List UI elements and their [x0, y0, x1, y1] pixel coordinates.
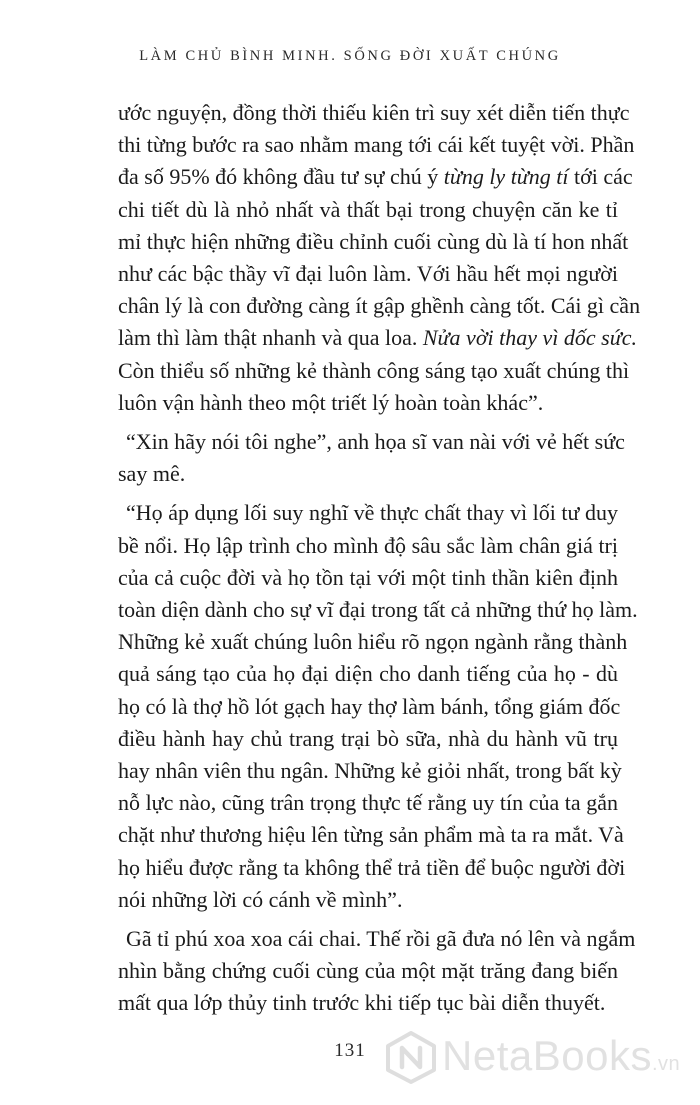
text-line: say mê.	[118, 461, 186, 487]
text-line: nỗ lực nào, cũng trân trọng thực tế rằng uy tín của ta gắn	[118, 790, 618, 816]
paragraph-4	[118, 923, 636, 1020]
text-line: bề nổi. Họ lập trình cho mình độ sâu sắc làm chân giá trị	[118, 532, 618, 558]
text-line: họ hiểu được rằng ta không thể trả tiền để buộc người đời	[118, 854, 626, 880]
text-line: luôn vận hành theo một triết lý hoàn toàn khác”.	[118, 389, 544, 415]
text-line: quả sáng tạo của họ đại diện cho danh tiếng của họ - dù	[118, 661, 618, 687]
text-line: thi từng bước ra sao nhằm mang tới cái kết tuyệt vời. Phần	[118, 132, 635, 158]
paragraph-1	[118, 97, 641, 419]
netabooks-logo-icon	[384, 1030, 438, 1084]
text-line: nói những lời có cánh về mình”.	[118, 886, 403, 912]
paragraph-2	[118, 426, 625, 490]
italic-phrase: Nửa vời thay vì dốc sức.	[422, 325, 638, 351]
text-line: mỉ thực hiện những điều chỉnh cuối cùng dù là tí hon nhất	[118, 228, 629, 254]
watermark	[384, 1026, 696, 1090]
text-line: toàn diện dành cho sự vĩ đại trong tất cả những thứ họ làm.	[118, 597, 638, 623]
text-line: Những kẻ xuất chúng luôn hiểu rõ ngọn ngành rằng thành	[118, 629, 628, 655]
text-line: hay nhân viên thu ngân. Những kẻ giỏi nhất, trong bất kỳ	[118, 758, 622, 784]
text-line: điều hành hay chủ trang trại bò sữa, nhà du hành vũ trụ	[118, 725, 618, 751]
text-line: Còn thiểu số những kẻ thành công sáng tạo xuất chúng thì	[118, 357, 630, 383]
text-line: Gã tỉ phú xoa xoa cái chai. Thế rồi gã đưa nó lên và ngắm	[126, 926, 636, 952]
text-line: như các bậc thầy vĩ đại luôn làm. Với hầu hết mọi người	[118, 261, 618, 287]
text-line: chi tiết dù là nhỏ nhất và thất bại trong chuyện căn ke tỉ	[118, 196, 618, 222]
watermark-brand-name: NetaBooks	[442, 1032, 652, 1079]
italic-phrase: từng ly từng tí	[443, 164, 569, 190]
text-line	[118, 161, 633, 193]
text-run: đa số 95% đó không đầu tư sự chú ý	[118, 164, 444, 190]
text-line: “Xin hãy nói tôi nghe”, anh họa sĩ van nài với vẻ hết sức	[126, 429, 625, 455]
watermark-domain: .vn	[651, 1053, 681, 1075]
text-line: “Họ áp dụng lối suy nghĩ về thực chất thay vì lối tư duy	[126, 500, 618, 526]
text-line: chân lý là con đường càng ít gập ghềnh càng tốt. Cái gì cần	[118, 293, 641, 319]
text-line: nhìn bằng chứng cuối cùng của một mặt trăng đang biến	[118, 958, 618, 984]
body-text	[118, 97, 641, 1020]
text-line: mất qua lớp thủy tinh trước khi tiếp tục bài diễn thuyết.	[118, 990, 606, 1016]
page-number: 131	[334, 1040, 366, 1061]
text-run: làm thì làm thật nhanh và qua loa.	[118, 325, 423, 351]
text-line: chặt như thương hiệu lên từng sản phẩm mà ta ra mắt. Và	[118, 822, 624, 848]
text-run: tới các	[568, 164, 633, 190]
text-line: họ có là thợ hồ lót gạch hay thợ làm bánh, tổng giám đốc	[118, 693, 621, 719]
text-line	[118, 322, 638, 354]
watermark-brand	[442, 1032, 680, 1080]
text-line: của cả cuộc đời và họ tồn tại với một tinh thần kiên định	[118, 564, 618, 590]
running-head: LÀM CHỦ BÌNH MINH. SỐNG ĐỜI XUẤT CHÚNG	[139, 48, 561, 64]
paragraph-3	[118, 497, 638, 916]
text-line: ước nguyện, đồng thời thiếu kiên trì suy xét diễn tiến thực	[118, 100, 630, 125]
